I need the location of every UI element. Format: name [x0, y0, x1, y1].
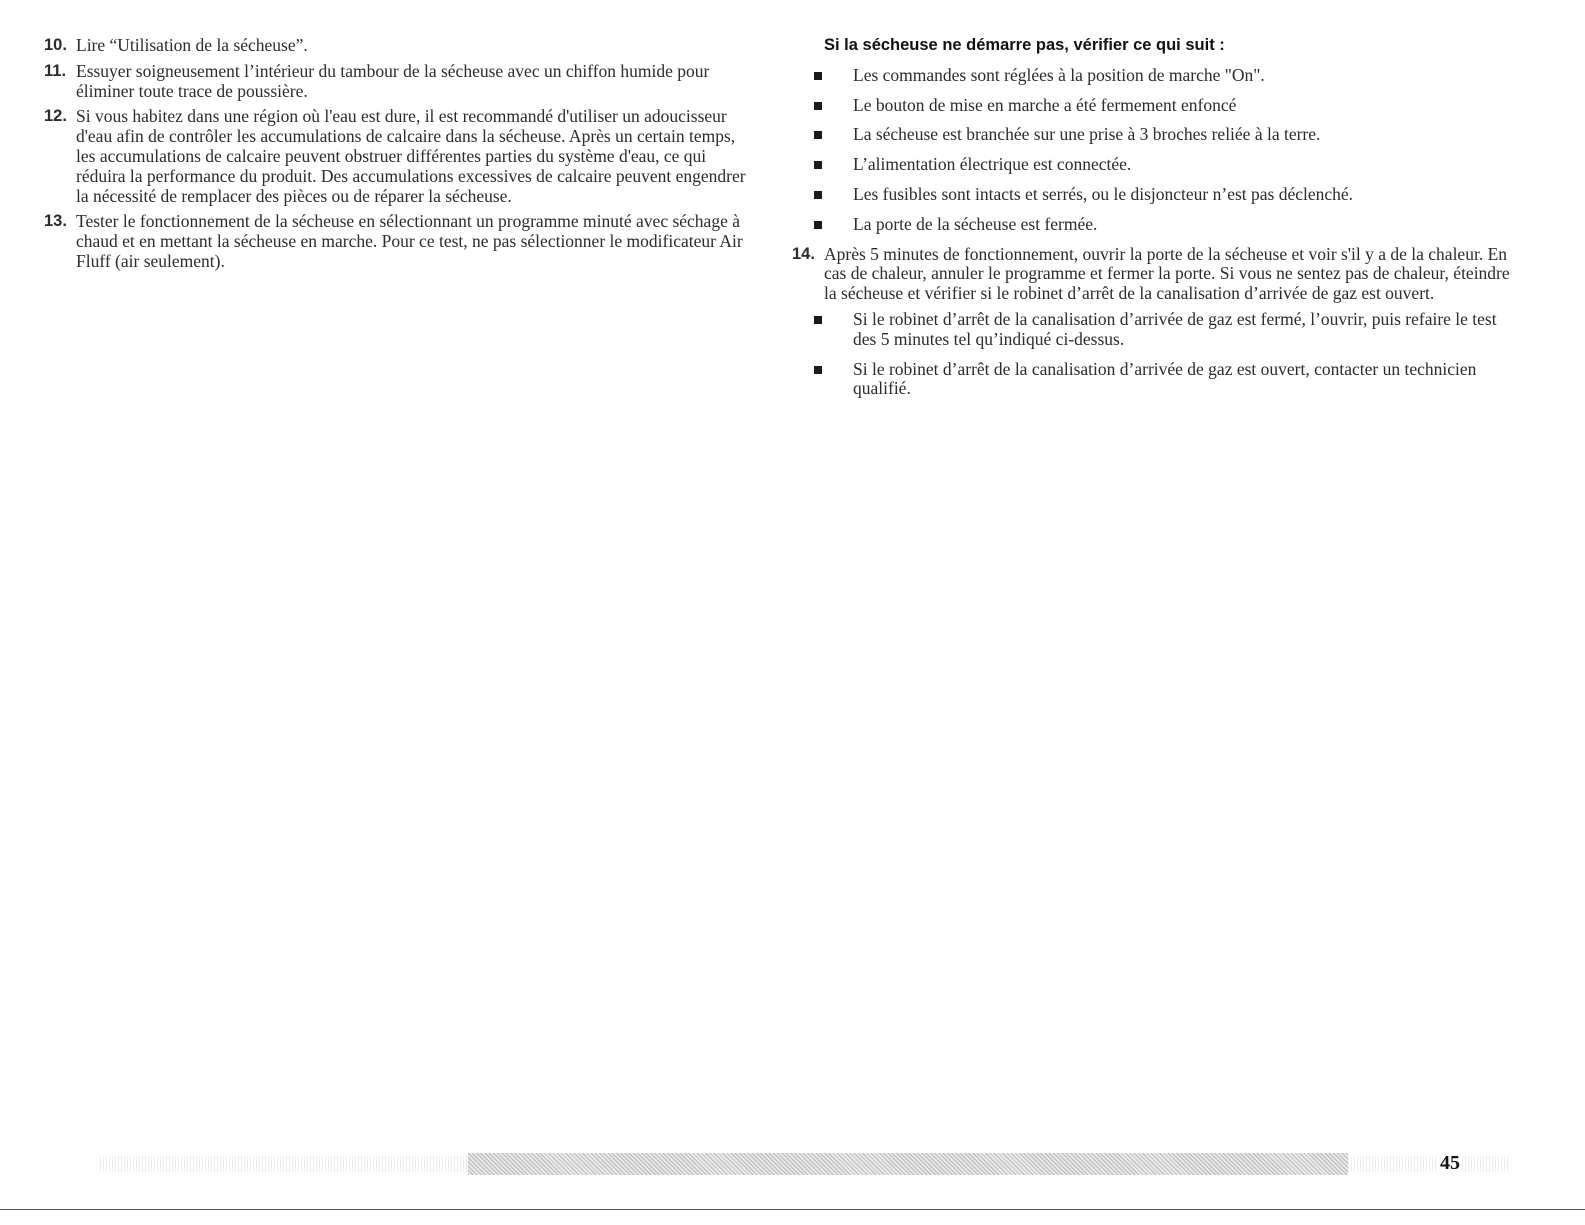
item-number: 11. [44, 61, 67, 80]
sub-bullet-text: Si le robinet d’arrêt de la canalisation d’arrivée de gaz est ouvert, contacter un technicien qualifié. [853, 358, 1477, 399]
check-text: L’alimentation électrique est connectée. [853, 154, 1132, 175]
right-column [792, 36, 1510, 409]
check-text: Les fusibles sont intacts et serrés, ou le disjoncteur n’est pas déclenché. [853, 183, 1354, 204]
check-item [792, 125, 1510, 145]
check-text: Le bouton de mise en marche a été fermement enfoncé [853, 94, 1237, 115]
square-bullet-icon [814, 72, 822, 80]
footer-band-right [1348, 1156, 1510, 1172]
footer-band-left [100, 1156, 472, 1172]
item-number: 12. [44, 107, 67, 126]
item-text: Lire “Utilisation de la sécheuse”. [76, 35, 308, 55]
check-text: La sécheuse est branchée sur une prise à 3 broches reliée à la terre. [853, 124, 1321, 145]
list-item-10 [44, 36, 756, 56]
check-item [792, 96, 1510, 116]
square-bullet-icon [814, 102, 822, 110]
footer-decorative-band [100, 1153, 1510, 1175]
check-item [792, 155, 1510, 175]
square-bullet-icon [814, 366, 822, 374]
item-text: Après 5 minutes de fonctionnement, ouvrir la porte de la sécheuse et voir s'il y a de la chaleur. En cas de chaleur, annuler le programme et fermer la porte. Si vous ne sentez pas de chaleur, éteindre la sécheuse et vérifier si le robinet d’arrêt de la canalisation d’arrivée de gaz est ouvert. [824, 243, 1510, 304]
square-bullet-icon [814, 161, 822, 169]
check-item [792, 215, 1510, 235]
list-item-12 [44, 107, 756, 206]
check-text: La porte de la sécheuse est fermée. [853, 213, 1098, 234]
check-item [792, 66, 1510, 86]
square-bullet-icon [814, 191, 822, 199]
list-item-14 [792, 245, 1510, 304]
sub-bullet-text: Si le robinet d’arrêt de la canalisation d’arrivée de gaz est fermé, l’ouvrir, puis refaire le test des 5 minutes tel qu’indiqué ci-dessus. [853, 308, 1497, 349]
item-text: Si vous habitez dans une région où l'eau est dure, il est recommandé d'utiliser un adoucisseur d'eau afin de contrôler les accumulations de calcaire dans la sécheuse. Après un certain temps, les accumulations de calcaire peuvent obstruer différentes parties du système d'eau, ce qui réduira la performance du produit. Des accumulations excessives de calcaire peuvent engendrer la nécessité de remplacer des pièces ou de réparer la sécheuse. [76, 106, 746, 206]
list-item-13 [44, 212, 756, 271]
item-number: 13. [44, 212, 67, 231]
item-number: 10. [44, 36, 67, 54]
square-bullet-icon [814, 131, 822, 139]
sub-bullet-list [792, 310, 1510, 399]
sub-bullet-item [824, 360, 1510, 400]
check-item [792, 185, 1510, 205]
check-text: Les commandes sont réglées à la position de marche "On". [853, 64, 1265, 85]
item-text: Essuyer soigneusement l’intérieur du tambour de la sécheuse avec un chiffon humide pour éliminer toute trace de poussière. [76, 60, 710, 101]
square-bullet-icon [814, 221, 822, 229]
footer-band-center [468, 1153, 1348, 1175]
item-number: 14. [792, 244, 815, 263]
list-item-11 [44, 62, 756, 102]
bottom-divider [0, 1209, 1585, 1210]
square-bullet-icon [814, 316, 822, 324]
left-column [44, 36, 756, 278]
page-number: 45 [1440, 1152, 1460, 1174]
troubleshooting-heading: Si la sécheuse ne démarre pas, vérifier ce qui suit : [824, 36, 1225, 54]
sub-bullet-item [824, 310, 1510, 350]
item-text: Tester le fonctionnement de la sécheuse en sélectionnant un programme minuté avec séchage à chaud et en mettant la sécheuse en marche. Pour ce test, ne pas sélectionner le modificateur Air Fluff (air seulement). [76, 211, 743, 271]
